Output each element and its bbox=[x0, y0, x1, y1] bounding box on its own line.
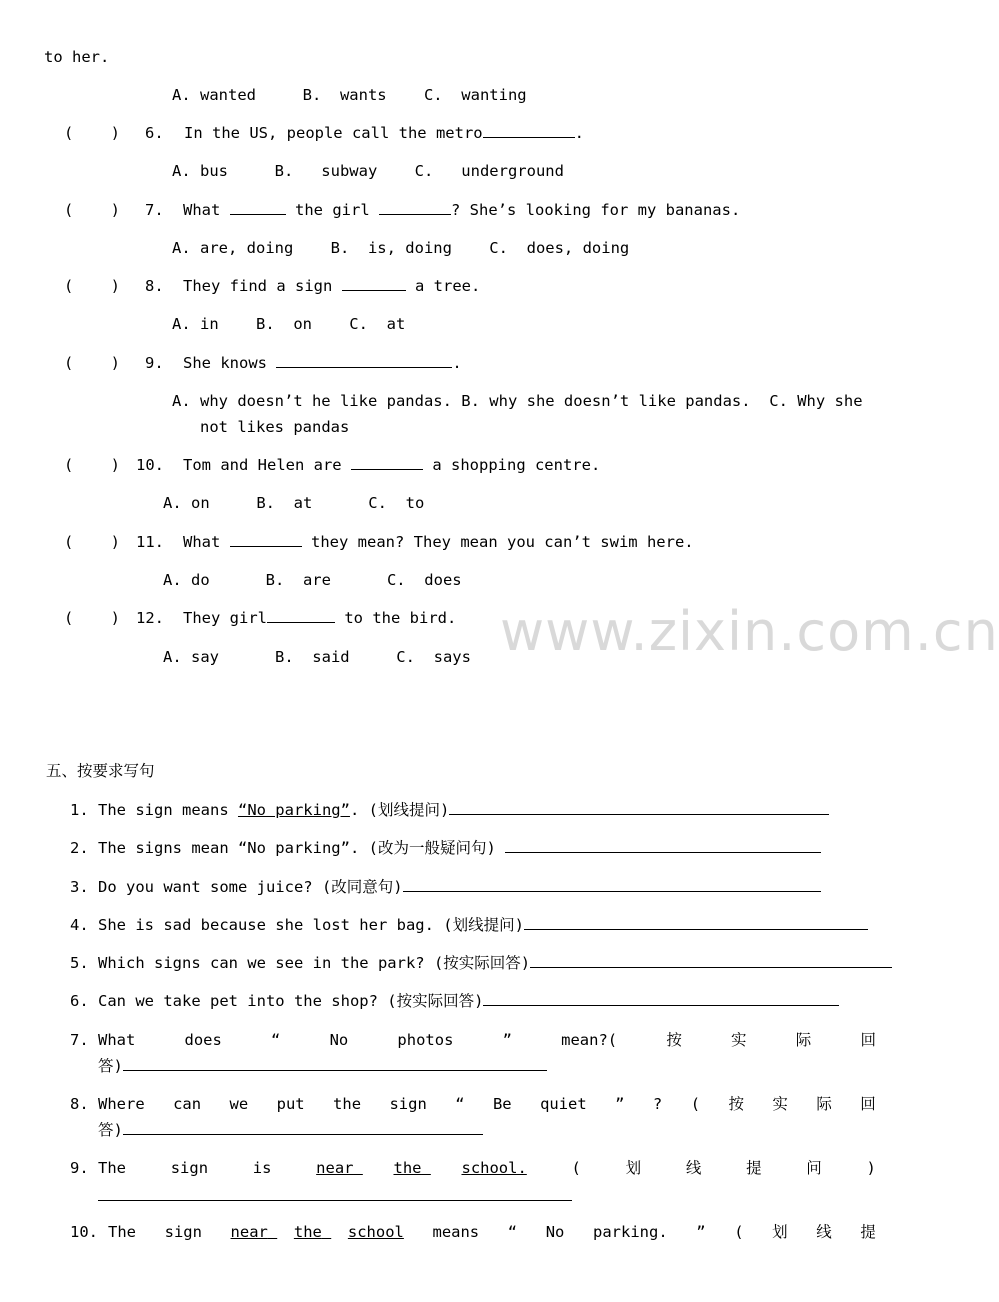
q8-paren: ( ) bbox=[64, 277, 120, 295]
q10-question: Tom and Helen are a shopping centre. bbox=[183, 456, 601, 474]
answer-line[interactable] bbox=[403, 877, 821, 892]
answer-line[interactable] bbox=[98, 1186, 572, 1201]
s5-sentence: Which signs can we see in the park? (按实际回答) bbox=[98, 953, 892, 973]
answer-blank[interactable] bbox=[230, 532, 302, 547]
q8-options: A. in B. on C. at bbox=[172, 315, 406, 333]
answer-blank[interactable] bbox=[351, 455, 423, 470]
q11-options: A. do B. are C. does bbox=[163, 571, 462, 589]
q6-question: In the US, people call the metro . bbox=[184, 124, 584, 142]
answer-line[interactable] bbox=[505, 838, 821, 853]
q7-question: What the girl ? She’s looking for my bananas. bbox=[183, 201, 741, 219]
s7-number: 7. bbox=[70, 1031, 89, 1049]
q12-paren: ( ) bbox=[64, 609, 120, 627]
watermark: www.zixin.com.cn bbox=[500, 600, 999, 663]
q8-number: 8. bbox=[145, 277, 164, 295]
q12-number: 12. bbox=[136, 609, 164, 627]
q10-number: 10. bbox=[136, 456, 164, 474]
q12-question: They girl to the bird. bbox=[183, 609, 457, 627]
s4-sentence: She is sad because she lost her bag. (划线提问) bbox=[98, 915, 868, 935]
s8-continuation: 答) bbox=[98, 1120, 483, 1140]
s7-continuation: 答) bbox=[98, 1056, 547, 1076]
q11-number: 11. bbox=[136, 533, 164, 551]
s9-sentence: The sign is near the school. ( 划 线 提 问 ) bbox=[98, 1159, 876, 1177]
answer-blank[interactable] bbox=[342, 276, 406, 291]
q6-options: A. bus B. subway C. underground bbox=[172, 162, 564, 180]
q9-options-line1: A. why doesn’t he like pandas. B. why she doesn’t like pandas. C. Why she bbox=[172, 392, 863, 410]
q7-number: 7. bbox=[145, 201, 164, 219]
answer-line[interactable] bbox=[483, 991, 839, 1006]
q6-paren: ( ) bbox=[64, 124, 120, 142]
s3-sentence: Do you want some juice? (改同意句) bbox=[98, 877, 821, 897]
q10-paren: ( ) bbox=[64, 456, 120, 474]
q9-paren: ( ) bbox=[64, 354, 120, 372]
answer-line[interactable] bbox=[449, 800, 829, 815]
answer-line[interactable] bbox=[123, 1056, 547, 1071]
answer-blank[interactable] bbox=[267, 608, 335, 623]
s1-number: 1. bbox=[70, 801, 89, 819]
s1-sentence: The sign means “No parking”. (划线提问) bbox=[98, 800, 829, 820]
answer-blank[interactable] bbox=[379, 200, 451, 215]
q11-paren: ( ) bbox=[64, 533, 120, 551]
s2-sentence: The signs mean “No parking”. (改为一般疑问句) bbox=[98, 838, 821, 858]
s4-number: 4. bbox=[70, 916, 89, 934]
s8-sentence: Where can we put the sign “ Be quiet ” ? ( 按 实 际 回 bbox=[98, 1095, 876, 1113]
s10-number: 10. bbox=[70, 1223, 98, 1241]
q9-number: 9. bbox=[145, 354, 164, 372]
answer-blank[interactable] bbox=[276, 353, 452, 368]
answer-blank[interactable] bbox=[230, 200, 286, 215]
q7-options: A. are, doing B. is, doing C. does, doing bbox=[172, 239, 630, 257]
q5-options: A. wanted B. wants C. wanting bbox=[172, 86, 527, 104]
s6-sentence: Can we take pet into the shop? (按实际回答) bbox=[98, 991, 839, 1011]
s8-number: 8. bbox=[70, 1095, 89, 1113]
s9-number: 9. bbox=[70, 1159, 89, 1177]
q7-paren: ( ) bbox=[64, 201, 120, 219]
q6-number: 6. bbox=[145, 124, 164, 142]
q8-question: They find a sign a tree. bbox=[183, 277, 481, 295]
s3-number: 3. bbox=[70, 878, 89, 896]
q12-options: A. say B. said C. says bbox=[163, 648, 471, 666]
s7-sentence: What does “ No photos ” mean?( 按 实 际 回 bbox=[98, 1031, 876, 1049]
answer-line[interactable] bbox=[123, 1120, 483, 1135]
answer-line[interactable] bbox=[530, 953, 892, 968]
q9-options-line2: not likes pandas bbox=[200, 418, 350, 436]
s9-continuation bbox=[98, 1186, 572, 1206]
s10-sentence: The sign near the school means “ No parking. ” ( 划 线 提 bbox=[108, 1223, 876, 1241]
continued-line: to her. bbox=[44, 48, 110, 66]
q9-question: She knows . bbox=[183, 354, 462, 372]
answer-line[interactable] bbox=[524, 915, 868, 930]
s2-number: 2. bbox=[70, 839, 89, 857]
section-title: 五、按要求写句 bbox=[46, 762, 155, 780]
answer-blank[interactable] bbox=[483, 123, 575, 138]
q11-question: What they mean? They mean you can’t swim here. bbox=[183, 533, 694, 551]
s6-number: 6. bbox=[70, 992, 89, 1010]
q10-options: A. on B. at C. to bbox=[163, 494, 425, 512]
s5-number: 5. bbox=[70, 954, 89, 972]
